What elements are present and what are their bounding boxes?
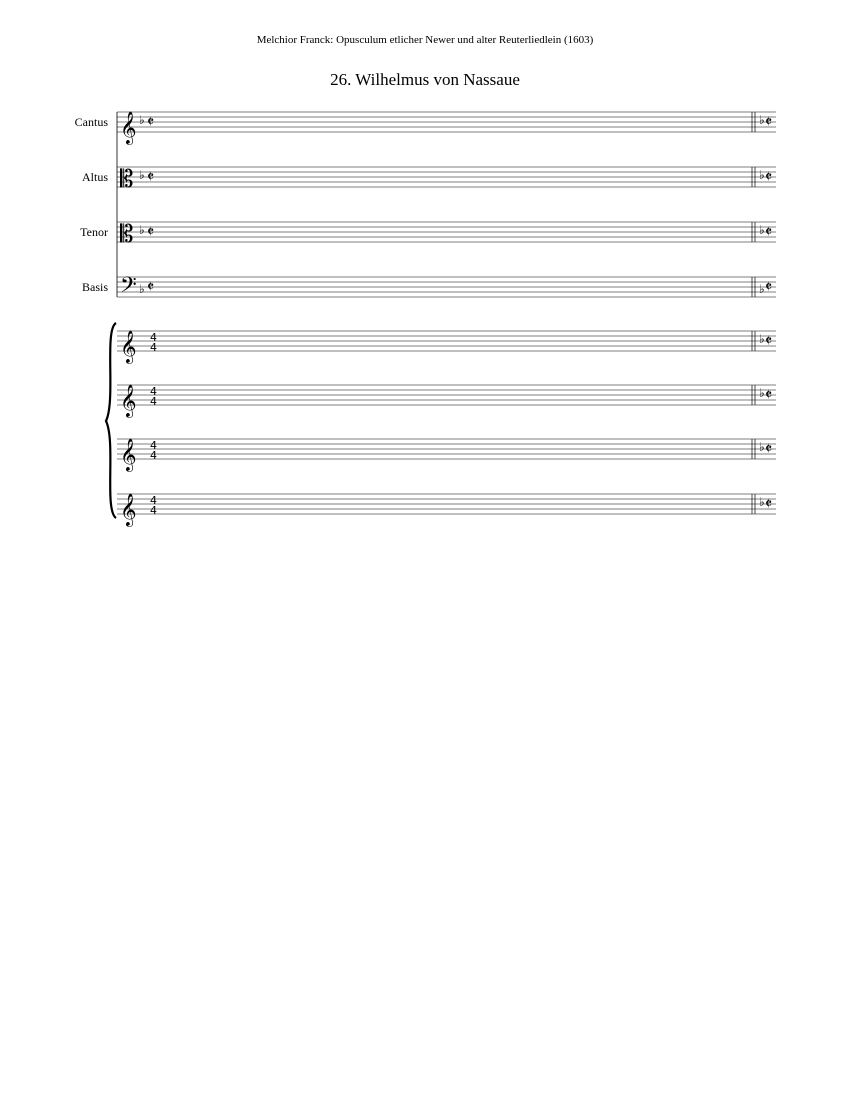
cut-time-icon: 𝄵 — [147, 222, 155, 241]
voice-label-cantus: Cantus — [74, 115, 108, 129]
time-signature-numerator: 4 — [150, 439, 157, 452]
cut-time-icon: 𝄵 — [147, 167, 155, 186]
alto-clef-icon: 𝄡 — [120, 220, 134, 248]
cut-time-icon: 𝄵 — [765, 167, 773, 186]
voice-staff-tenor — [117, 220, 776, 248]
piano-staff — [117, 384, 776, 418]
time-signature-denominator: 4 — [150, 341, 157, 354]
cut-time-icon: 𝄵 — [147, 277, 155, 296]
brace-icon — [106, 323, 116, 518]
flat-icon: ♭ — [759, 440, 765, 454]
voice-staff-basis — [117, 273, 776, 303]
flat-icon: ♭ — [759, 168, 765, 182]
voice-staff-cantus — [117, 111, 776, 145]
piano-staff — [117, 493, 776, 527]
flat-icon: ♭ — [139, 168, 145, 182]
flat-icon: ♭ — [759, 223, 765, 237]
treble-clef-icon: 𝄞 — [120, 493, 137, 526]
flat-icon: ♭ — [759, 282, 765, 296]
cut-time-icon: 𝄵 — [765, 277, 773, 296]
flat-icon: ♭ — [759, 495, 765, 509]
flat-icon: ♭ — [139, 282, 145, 296]
cut-time-icon: 𝄵 — [765, 331, 773, 350]
treble-clef-icon: 𝄞 — [120, 330, 137, 363]
cut-time-icon: 𝄵 — [765, 385, 773, 404]
time-signature-numerator: 4 — [150, 385, 157, 398]
piano-staff — [117, 330, 776, 364]
alto-clef-icon: 𝄡 — [120, 165, 134, 193]
cut-time-icon: 𝄵 — [147, 112, 155, 131]
voice-label-altus: Altus — [81, 170, 108, 184]
time-signature-numerator: 4 — [150, 331, 157, 344]
time-signature-denominator: 4 — [150, 449, 157, 462]
bass-clef-icon: 𝄢 — [120, 273, 137, 303]
score-title: 26. Wilhelmus von Nassaue — [330, 70, 520, 89]
treble-clef-icon: 𝄞 — [120, 111, 137, 144]
time-signature-denominator: 4 — [150, 504, 157, 517]
time-signature-numerator: 4 — [150, 494, 157, 507]
voice-staff-altus — [117, 165, 776, 193]
flat-icon: ♭ — [759, 332, 765, 346]
treble-clef-icon: 𝄞 — [120, 438, 137, 471]
time-signature-denominator: 4 — [150, 395, 157, 408]
treble-clef-icon: 𝄞 — [120, 384, 137, 417]
cut-time-icon: 𝄵 — [765, 112, 773, 131]
flat-icon: ♭ — [759, 113, 765, 127]
cut-time-icon: 𝄵 — [765, 222, 773, 241]
voice-label-basis: Basis — [81, 280, 108, 294]
flat-icon: ♭ — [759, 386, 765, 400]
voice-label-tenor: Tenor — [80, 225, 108, 239]
cut-time-icon: 𝄵 — [765, 494, 773, 513]
score-header: Melchior Franck: Opusculum etlicher Newer und alter Reuterliedlein (1603) — [256, 34, 594, 46]
cut-time-icon: 𝄵 — [765, 439, 773, 458]
flat-icon: ♭ — [139, 113, 145, 127]
piano-staff — [117, 438, 776, 472]
flat-icon: ♭ — [139, 223, 145, 237]
